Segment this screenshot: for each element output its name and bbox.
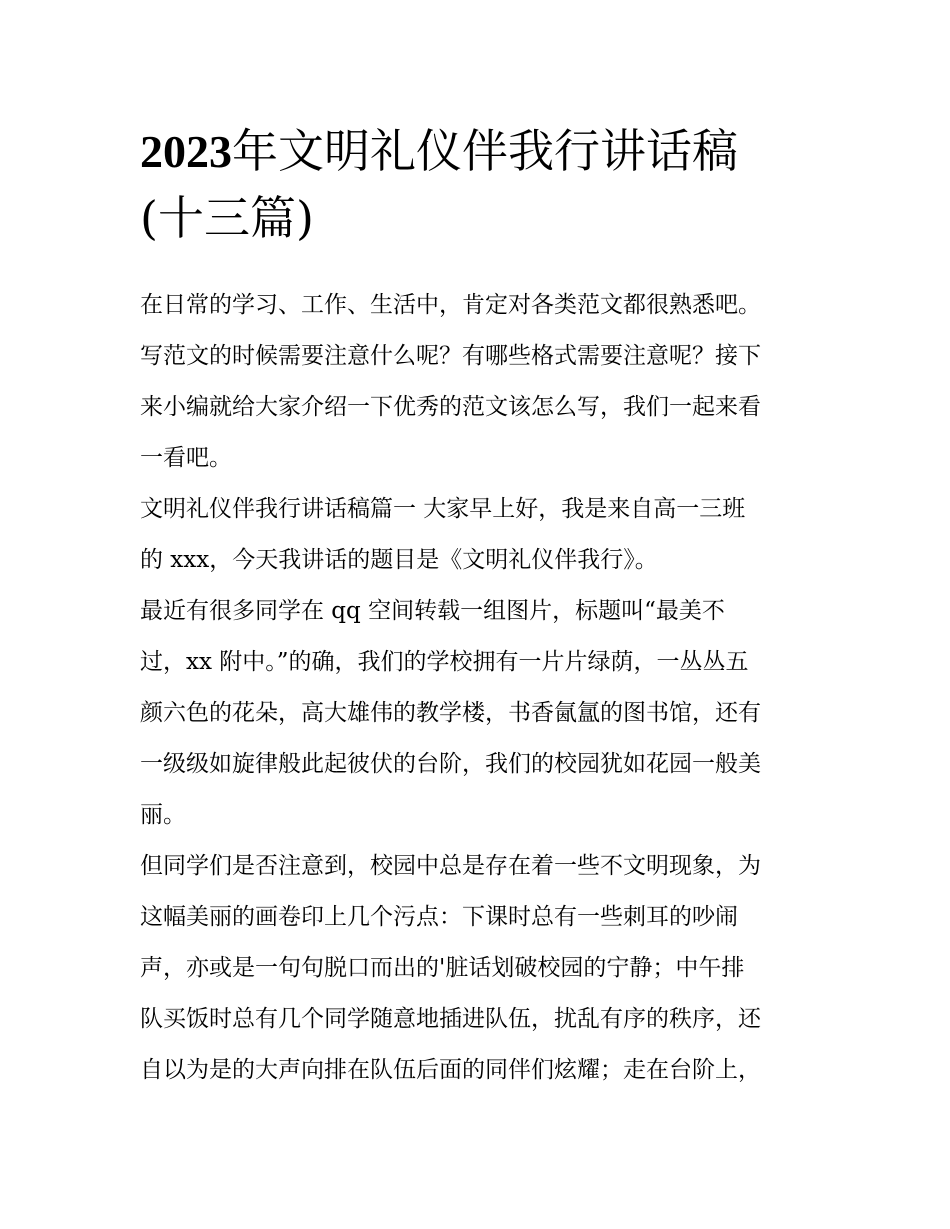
text-line: 过，xx 附中。”的确，我们的学校拥有一片片绿荫，一丛丛五 bbox=[140, 649, 749, 675]
text-line: 但同学们是否注意到，校园中总是存在着一些不文明现象，为 bbox=[140, 853, 761, 879]
title-year: 2023 bbox=[140, 126, 232, 177]
text-line: 自以为是的大声向排在队伍后面的同伴们炫耀；走在台阶上， bbox=[140, 1057, 761, 1083]
title-line-1 bbox=[140, 118, 830, 185]
text-line: 声，亦或是一句句脱口而出的'脏话划破校园的宁静；中午排 bbox=[140, 955, 745, 981]
text-line: 一看吧。 bbox=[140, 445, 232, 471]
text-line: 最近有很多同学在 qq 空间转载一组图片，标题叫“最美不 bbox=[140, 598, 725, 624]
text-line: 来小编就给大家介绍一下优秀的范文该怎么写，我们一起来看 bbox=[140, 394, 761, 420]
text-line: 颜六色的花朵，高大雄伟的教学楼，书香氤氲的图书馆，还有 bbox=[140, 700, 761, 726]
text-line: 队买饭时总有几个同学随意地插进队伍，扰乱有序的秩序，还 bbox=[140, 1006, 761, 1032]
text-line: 丽。 bbox=[140, 802, 186, 828]
document-title bbox=[140, 118, 830, 251]
title-line-1-text: 年文明礼仪伴我行讲话稿 bbox=[232, 124, 738, 178]
text-line: 写范文的时候需要注意什么呢？有哪些格式需要注意呢？接下 bbox=[140, 343, 761, 369]
text-line: 文明礼仪伴我行讲话稿篇一 大家早上好，我是来自高一三班 bbox=[140, 496, 746, 522]
text-line: 这幅美丽的画卷印上几个污点：下课时总有一些刺耳的吵闹 bbox=[140, 904, 738, 930]
document-body bbox=[140, 280, 820, 1096]
title-line-2: (十三篇) bbox=[140, 191, 314, 245]
text-line: 一级级如旋律般此起彼伏的台阶，我们的校园犹如花园一般美 bbox=[140, 751, 761, 777]
text-line: 在日常的学习、工作、生活中，肯定对各类范文都很熟悉吧。 bbox=[140, 292, 761, 318]
text-line: 的 xxx，今天我讲话的题目是《文明礼仪伴我行》。 bbox=[140, 547, 658, 573]
